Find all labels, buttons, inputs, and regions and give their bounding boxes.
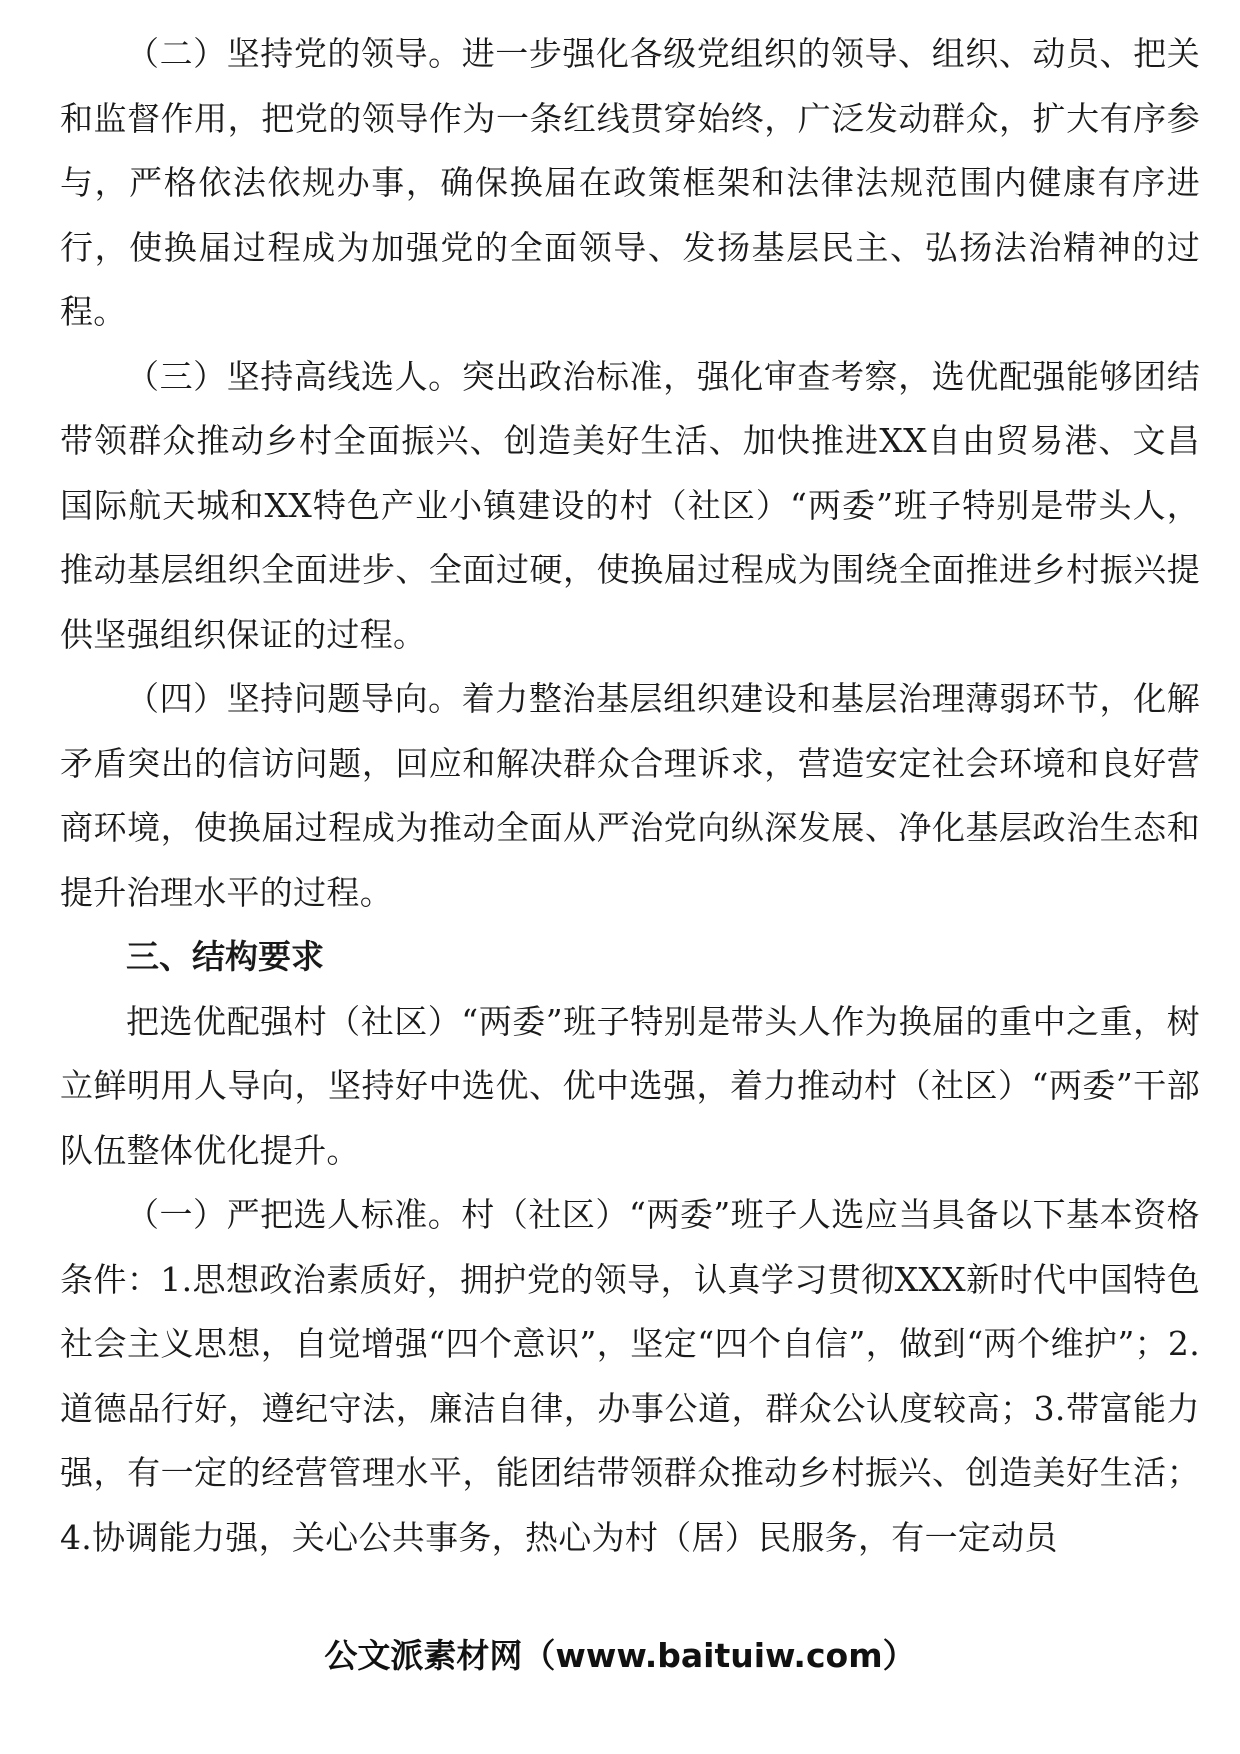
paragraph-problem-oriented: （四）坚持问题导向。着力整治基层组织建设和基层治理薄弱环节，化解矛盾突出的信访问题，回应和解决群众合理诉求，营造安定社会环境和良好营商环境，使换届过程成为推动全面从严治党向纵深发展、净化基层政治生态和提升治理水平的过程。 [60, 679, 1200, 912]
page-footer-watermark: 公文派素材网（www.baituiw.com） [324, 1636, 916, 1675]
paragraph-high-standard-selection: （三）坚持高线选人。突出政治标准，强化审查考察，选优配强能够团结带领群众推动乡村全面振兴、创造美好生活、加快推进XX自由贸易港、文昌国际航天城和XX特色产业小镇建设的村（社区）“两委”班子特别是带头人，推动基层组织全面进步、全面过硬，使换届过程成为围绕全面推进乡村振兴提供坚强组织保证的过程。 [60, 356, 1200, 654]
paragraph-adhere-party-leadership: （二）坚持党的领导。进一步强化各级党组织的领导、组织、动员、把关和监督作用，把党的领导作为一条红线贯穿始终，广泛发动群众，扩大有序参与，严格依法依规办事，确保换届在政策框架和法律法规范围内健康有序进行，使换届过程成为加强党的全面领导、发扬基层民主、弘扬法治精神的过程。 [60, 34, 1200, 331]
document-body [60, 22, 1200, 1570]
paragraph-selection-criteria: （一）严把选人标准。村（社区）“两委”班子人选应当具备以下基本资格条件：1.思想政治素质好，拥护党的领导，认真学习贯彻XXX新时代中国特色社会主义思想，自觉增强“四个意识”，坚定“四个自信”，做到“两个维护”；2.道德品行好，遵纪守法，廉洁自律，办事公道，群众公认度较高；3.带富能力强，有一定的经营管理水平，能团结带领群众推动乡村振兴、创造美好生活；4.协调能力强，关心公共事务，热心为村（居）民服务，有一定动员 [60, 1195, 1200, 1557]
paragraph-structure-intro: 把选优配强村（社区）“两委”班子特别是带头人作为换届的重中之重，树立鲜明用人导向，坚持好中选优、优中选强，着力推动村（社区）“两委”干部队伍整体优化提升。 [60, 1001, 1200, 1170]
section-heading-structure-requirements: 三、结构要求 [126, 937, 324, 976]
